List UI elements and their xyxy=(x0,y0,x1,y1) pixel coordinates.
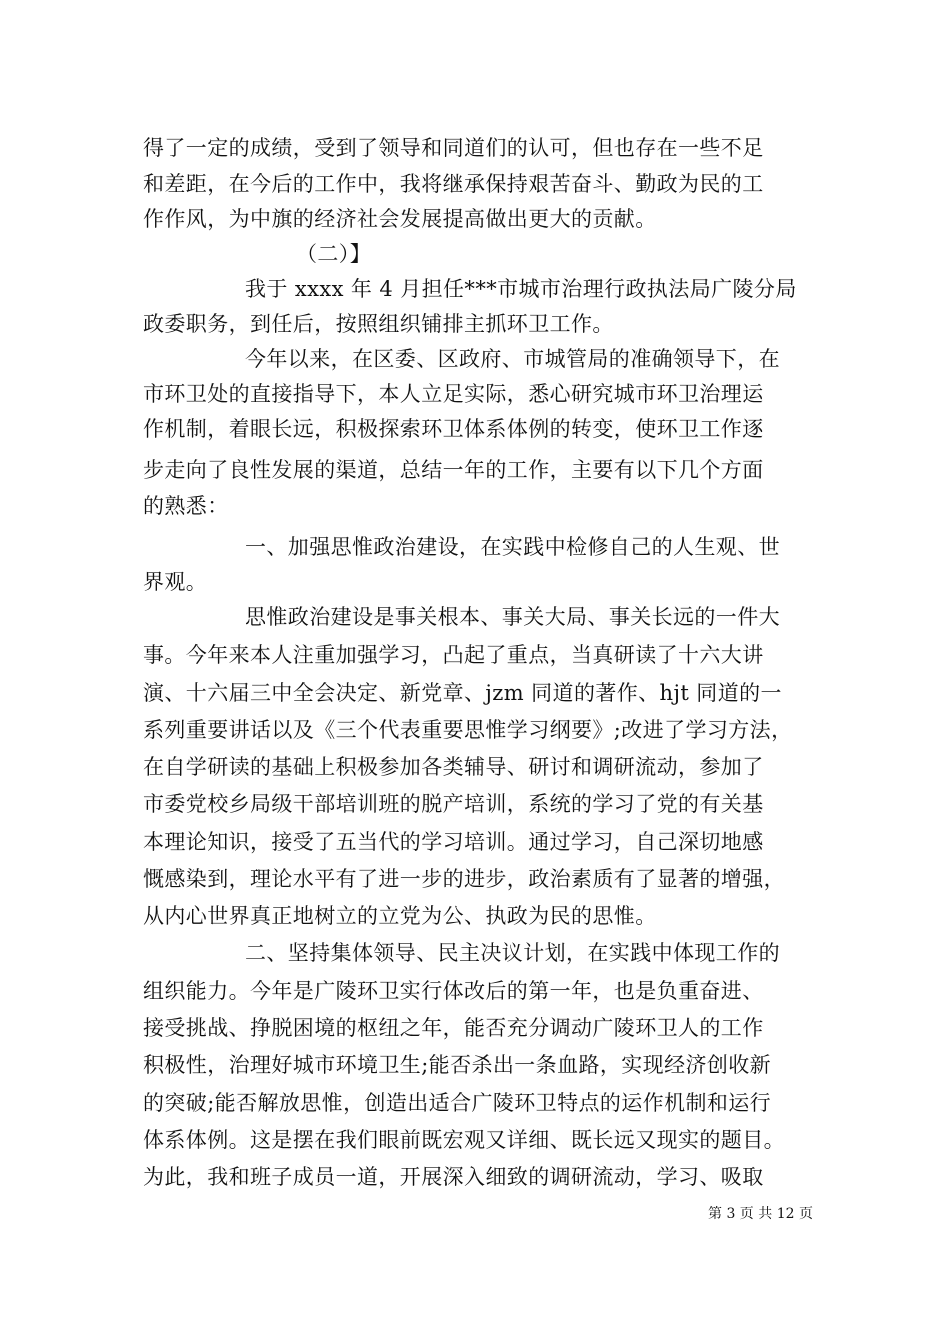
text-line: 系列重要讲话以及《三个代表重要思惟学习纲要》;改进了学习方法， xyxy=(143,718,793,742)
text-line: 从内心世界真正地树立的立党为公、执政为民的思惟。 xyxy=(143,904,657,928)
text-line: 市环卫处的直接指导下，本人立足实际，悉心研究城市环卫治理运 xyxy=(143,382,764,406)
text-line: 为此，我和班子成员一道，开展深入细致的调研流动，学习、吸取 xyxy=(143,1165,764,1189)
text-line: 和差距，在今后的工作中，我将继承保持艰苦奋斗、勤政为民的工 xyxy=(143,172,764,196)
text-line: 积极性，治理好城市环境卫生;能否杀出一条血路，实现经济创收新 xyxy=(143,1053,772,1077)
text-line: 事。今年来本人注重加强学习，凸起了重点，当真研读了十六大讲 xyxy=(143,643,764,667)
page-number: 第 3 页 共 12 页 xyxy=(708,1206,813,1222)
text-line: 在自学研读的基础上积极参加各类辅导、研讨和调研流动，参加了 xyxy=(143,755,764,779)
text-line: 二、坚持集体领导、民主决议计划，在实践中体现工作的 xyxy=(245,941,780,965)
text-line: 接受挑战、挣脱困境的枢纽之年，能否充分调动广陵环卫人的工作 xyxy=(143,1016,764,1040)
text-line: 本理论知识，接受了五当代的学习培训。通过学习，自己深切地感 xyxy=(143,830,764,854)
text-line: 步走向了良性发展的渠道，总结一年的工作，主要有以下几个方面 xyxy=(143,458,764,482)
text-line: 演、十六届三中全会决定、新党章、jzm 同道的著作、hjt 同道的一 xyxy=(143,681,782,705)
text-line: 市委党校乡局级干部培训班的脱产培训，系统的学习了党的有关基 xyxy=(143,792,764,816)
text-line: 今年以来，在区委、区政府、市城管局的准确领导下，在 xyxy=(245,347,780,371)
text-line: 界观。 xyxy=(143,570,208,594)
text-line: 政委职务，到任后，按照组织铺排主抓环卫工作。 xyxy=(143,312,614,336)
section-heading: （二）】 xyxy=(296,242,372,266)
text-line: 一、加强思惟政治建设，在实践中检修自己的人生观、世 xyxy=(245,535,780,559)
text-line: 体系体例。这是摆在我们眼前既宏观又详细、既长远又现实的题目。 xyxy=(143,1128,785,1152)
text-line: 作作风，为中旗的经济社会发展提高做出更大的贡献。 xyxy=(143,207,657,231)
text-line: 作机制，着眼长远，积极探索环卫体系体例的转变，使环卫工作逐 xyxy=(143,417,764,441)
text-line: 的突破;能否解放思惟，创造出适合广陵环卫特点的运作机制和运行 xyxy=(143,1091,772,1115)
text-line: 我于 xxxx 年 4 月担任***市城市治理行政执法局广陵分局 xyxy=(245,277,797,301)
text-line: 得了一定的成绩，受到了领导和同道们的认可，但也存在一些不足 xyxy=(143,136,764,160)
text-line: 思惟政治建设是事关根本、事关大局、事关长远的一件大 xyxy=(245,605,780,629)
text-line: 组织能力。今年是广陵环卫实行体改后的第一年，也是负重奋进、 xyxy=(143,979,764,1003)
text-line: 的熟悉： xyxy=(143,494,229,518)
text-line: 慨感染到，理论水平有了进一步的进步，政治素质有了显著的增强， xyxy=(143,867,785,891)
